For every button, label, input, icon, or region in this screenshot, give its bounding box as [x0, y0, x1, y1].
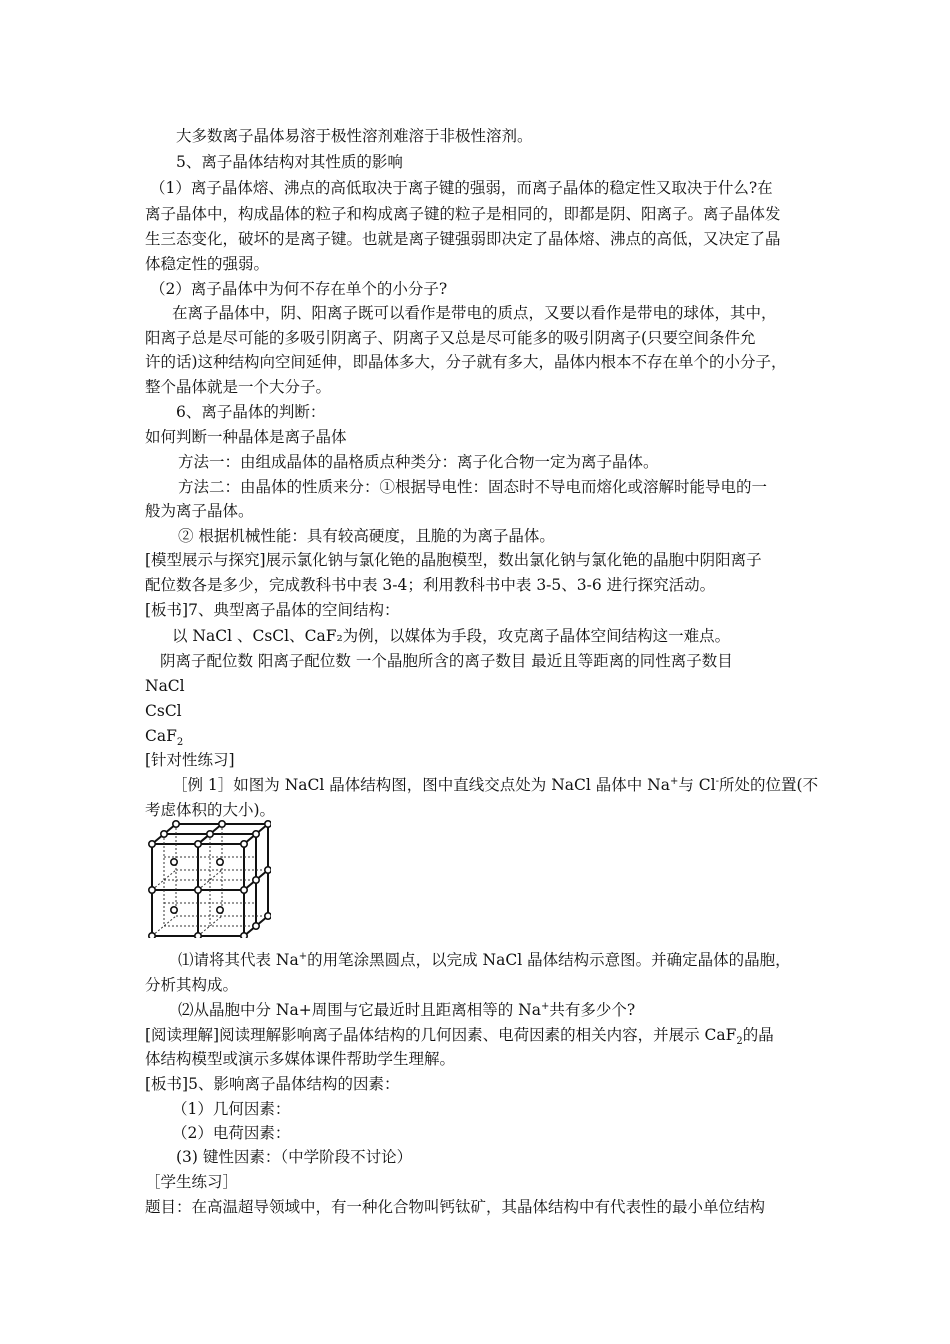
paragraph-line: 分析其构成。 [145, 976, 239, 994]
list-item: （2）电荷因素： [172, 1124, 291, 1142]
paragraph-line: 以 NaCl 、CsCl、CaF₂为例，以媒体为手段，攻克离子晶体空间结构这一难点。 [172, 627, 731, 645]
table-header-line: 阴离子配位数 阳离子配位数 一个晶胞所含的离子数目 最近且等距离的同性离子数目 [160, 652, 733, 670]
paragraph-line: 考虑体积的大小)。 [145, 801, 276, 819]
table-row-label: CaF$_2$ [145, 727, 184, 749]
list-item: (3) 键性因素：（中学阶段不讨论） [176, 1148, 413, 1166]
paragraph-line: 生三态变化，破坏的是离子键。也就是离子键强弱即决定了晶体熔、沸点的高低，又决定了晶 [145, 230, 781, 248]
paragraph-line: 离子晶体中，构成晶体的粒子和构成离子键的粒子是相同的，即都是阴、阳离子。离子晶体发 [145, 205, 781, 223]
paragraph-line: 大多数离子晶体易溶于极性溶剂难溶于非极性溶剂。 [176, 127, 533, 145]
nacl-crystal-structure-figure [146, 820, 271, 938]
paragraph-line: 方法二：由晶体的性质来分：①根据导电性：固态时不导电而熔化或溶解时能导电的一 [178, 478, 768, 496]
paragraph-line: 如何判断一种晶体是离子晶体 [145, 428, 347, 446]
paragraph-line: 阳离子总是尽可能的多吸引阴离子、阴离子又总是尽可能多的吸引阴离子(只要空间条件允 [145, 329, 756, 347]
sub-question: ⑴请将其代表 Na+的用笔涂黑圆点，以完成 NaCl 晶体结构示意图。并确定晶体的晶胞， [178, 950, 791, 969]
paragraph-line: [阅读理解]阅读理解影响离子晶体结构的几何因素、电荷因素的相关内容，并展示 CaF$_2$的晶 [145, 1026, 774, 1048]
paragraph-line: 配位数各是多少，完成教科书中表 3-4；利用教科书中表 3-5、3-6 进行探究活动。 [145, 576, 716, 594]
paragraph-line: 方法一：由组成晶体的晶格质点种类分：离子化合物一定为离子晶体。 [178, 453, 659, 471]
list-item: （1）几何因素： [172, 1100, 291, 1118]
paragraph-line: 题目：在高温超导领域中，有一种化合物叫钙钛矿，其晶体结构中有代表性的最小单位结构 [145, 1198, 766, 1216]
section-heading: 5、离子晶体结构对其性质的影响 [176, 153, 403, 171]
table-row-label: CsCl [145, 702, 182, 720]
paragraph-line: 般为离子晶体。 [145, 502, 254, 520]
example-question: ［例 1］如图为 NaCl 晶体结构图，图中直线交点处为 NaCl 晶体中 Na+与 Cl-所处的位置(不 [172, 775, 819, 794]
section-heading: [针对性练习] [145, 751, 235, 769]
section-heading: 6、离子晶体的判断： [176, 403, 326, 421]
section-heading: [板书]7、典型离子晶体的空间结构： [145, 601, 400, 619]
paragraph-line: （1）离子晶体熔、沸点的高低取决于离子键的强弱，而离子晶体的稳定性又取决于什么?在 [150, 179, 773, 197]
paragraph-line: ② 根据机械性能：具有较高硬度，且脆的为离子晶体。 [178, 527, 555, 545]
section-heading: ［学生练习］ [145, 1173, 239, 1191]
paragraph-line: 许的话)这种结构向空间延伸，即晶体多大，分子就有多大，晶体内根本不存在单个的小分子， [145, 353, 787, 371]
table-row-label: NaCl [145, 677, 185, 695]
paragraph-line: （2）离子晶体中为何不存在单个的小分子? [150, 280, 448, 298]
paragraph-line: 在离子晶体中，阴、阳离子既可以看作是带电的质点，又要以看作是带电的球体，其中， [172, 304, 777, 322]
paragraph-line: 整个晶体就是一个大分子。 [145, 378, 332, 396]
paragraph-line: 体稳定性的强弱。 [145, 255, 270, 273]
paragraph-line: [模型展示与探究]展示氯化钠与氯化铯的晶胞模型，数出氯化钠与氯化铯的晶胞中阴阳离子 [145, 551, 762, 569]
sub-question: ⑵从晶胞中分 Na+周围与它最近时且距离相等的 Na+共有多少个? [178, 1000, 636, 1019]
paragraph-line: 体结构模型或演示多媒体课件帮助学生理解。 [145, 1050, 456, 1068]
section-heading: [板书]5、影响离子晶体结构的因素： [145, 1075, 400, 1093]
